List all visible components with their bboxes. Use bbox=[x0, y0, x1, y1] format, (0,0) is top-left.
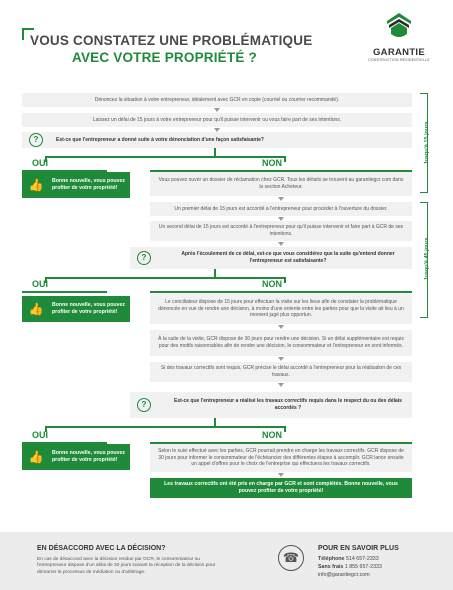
email-link[interactable]: info@garantiegcr.com bbox=[318, 572, 370, 578]
question-1: Est-ce que l'entrepreneur a donné suite à votre dénonciation d'une façon satisfaisante? bbox=[22, 132, 412, 148]
step-conciliator-visit: Le conciliateur dispose de 15 jours pour effectuer la visite sur les lieux afin de constater la problématique dénoncée en vue de rendre une décision, à moins d'une entente entre les parties pour que la visite ait lieu à un moment jugé plus opportun. bbox=[150, 294, 412, 324]
disagreement-title: EN DÉSACCORD AVEC LA DÉCISION? bbox=[37, 545, 166, 552]
oui-label: OUI bbox=[32, 158, 49, 168]
branch-line bbox=[45, 156, 285, 158]
branch-line bbox=[284, 426, 286, 432]
good-news-text: Bonne nouvelle, vous pouvez profiter de votre propriété! bbox=[52, 302, 125, 315]
arrow-down bbox=[278, 242, 284, 246]
branch-line bbox=[22, 291, 107, 293]
page-subtitle: AVEC VOTRE PROPRIÉTÉ ? bbox=[72, 50, 257, 65]
arrow-down bbox=[278, 473, 284, 477]
disagreement-text: En cas de désaccord avec la décision rendue par GCR, le consommateur ou l'entrepreneur dispose d'un délai de 30 jours suivant la réception de la décision pour démarrer le processus de médiation ou d'arbitrage. bbox=[37, 557, 216, 575]
branch-line bbox=[45, 426, 285, 428]
branch-line bbox=[45, 277, 285, 279]
good-news-text: Bonne nouvelle, vous pouvez profiter de votre propriété! bbox=[52, 178, 125, 191]
non-label: NON bbox=[262, 279, 282, 289]
step-denounce: Dénoncez la situation à votre entrepreneur, idéalement avec GCR en copie (courriel ou courrier recommandé). bbox=[22, 93, 412, 107]
arrow-down bbox=[278, 383, 284, 387]
logo-subtitle: CONSTRUCTION RÉSIDENTIELLE bbox=[368, 58, 430, 62]
branch-line bbox=[150, 291, 412, 293]
phone-line bbox=[318, 556, 379, 562]
tollfree-line bbox=[318, 564, 382, 570]
arrow-down bbox=[214, 108, 220, 112]
good-news-text: Bonne nouvelle, vous pouvez profiter de votre propriété! bbox=[52, 450, 125, 463]
question-3: Est-ce que l'entrepreneur a réalisé les travaux correctifs requis dans le respect du ou des délais accordés ? bbox=[130, 392, 412, 418]
step-delay-15: Laissez un délai de 15 jours à votre entrepreneur pour qu'il puisse intervenir ou vous faire part de ses intentions. bbox=[22, 113, 412, 127]
contact-title: POUR EN SAVOIR PLUS bbox=[318, 545, 399, 552]
step-second-delay: Un second délai de 15 jours est accordé à l'entrepreneur pour qu'il puisse intervenir et faire part à GCR de ses intentions. bbox=[150, 221, 412, 241]
oui-label: OUI bbox=[32, 279, 49, 289]
step-decision: À la suite de la visite, GCR dispose de 30 jours pour rendre une décision. Si un délai supplémentaire est requis pour des motifs raisonnables afin de rendre une décision, le consommateur et l'entrepreneur en sont informés. bbox=[150, 330, 412, 356]
step-gcr-takeover: Selon le suivi effectué avec les parties, GCR pourrait prendre en charge les travaux correctifs. GCR dispose de 30 jours pour informer le consommateur de l'échéancier des différentes étapes à accomplir. GCR lance ensuite un appel d'offres pour le choix de l'entreprise qui effectuera les travaux correctifs. bbox=[150, 444, 412, 472]
thumbs-up-icon: 👍 bbox=[28, 178, 44, 192]
branch-line bbox=[214, 418, 216, 426]
branch-line bbox=[284, 156, 286, 162]
phone-label: Téléphone bbox=[318, 556, 345, 562]
arrow-down bbox=[278, 197, 284, 201]
final-outcome: Les travaux correctifs ont été pris en charge par GCR et sont complétés. Bonne nouvelle, vous pouvez profiter de votre propriété! bbox=[150, 478, 412, 498]
question-icon: ? bbox=[137, 251, 151, 265]
thumbs-up-icon: 👍 bbox=[28, 450, 44, 464]
branch-line bbox=[214, 269, 216, 277]
question-icon: ? bbox=[137, 398, 151, 412]
logo bbox=[368, 12, 430, 70]
logo-name: GARANTIE bbox=[372, 47, 425, 58]
good-news-1 bbox=[22, 172, 130, 198]
branch-line bbox=[214, 148, 216, 156]
good-news-3 bbox=[22, 444, 130, 470]
thumbs-up-icon: 👍 bbox=[28, 302, 44, 316]
question-icon: ? bbox=[29, 133, 43, 147]
duration-45-days: Jusqu'à 45 jours bbox=[424, 237, 430, 281]
duration-15-days: Jusqu'à 15 jours bbox=[424, 121, 430, 165]
arrow-down bbox=[278, 325, 284, 329]
oui-label: OUI bbox=[32, 430, 49, 440]
step-corrective-delay: Si des travaux correctifs sont requis, GCR précise le délai accordé à l'entrepreneur pour la réalisation de ces travaux. bbox=[150, 362, 412, 382]
house-shield-icon bbox=[386, 12, 412, 40]
non-label: NON bbox=[262, 158, 282, 168]
phone-icon: ☎ bbox=[278, 545, 304, 571]
non-label: NON bbox=[262, 430, 282, 440]
step-first-delay: Un premier délai de 15 jours est accordé à l'entrepreneur pour procéder à l'ouverture du dossier. bbox=[150, 202, 412, 216]
phone-number[interactable]: 514 657-2333 bbox=[345, 556, 379, 562]
page-title: VOUS CONSTATEZ UNE PROBLÉMATIQUE bbox=[30, 33, 313, 48]
tollfree-label: Sans frais bbox=[318, 564, 344, 570]
good-news-2 bbox=[22, 296, 130, 322]
arrow-down bbox=[278, 357, 284, 361]
step-open-claim: Vous pouvez ouvrir un dossier de réclamation chez GCR. Tous les détails se trouvent au garantiegcr.com dans la section Acheteur. bbox=[150, 172, 412, 196]
branch-line bbox=[284, 277, 286, 283]
question-2: Après l'écoulement de ce délai, est-ce que vous considérez que la suite qu'entend donner l'entrepreneur est satisfaisante? bbox=[130, 247, 412, 269]
tollfree-number[interactable]: 1 855 657-2333 bbox=[344, 564, 382, 570]
